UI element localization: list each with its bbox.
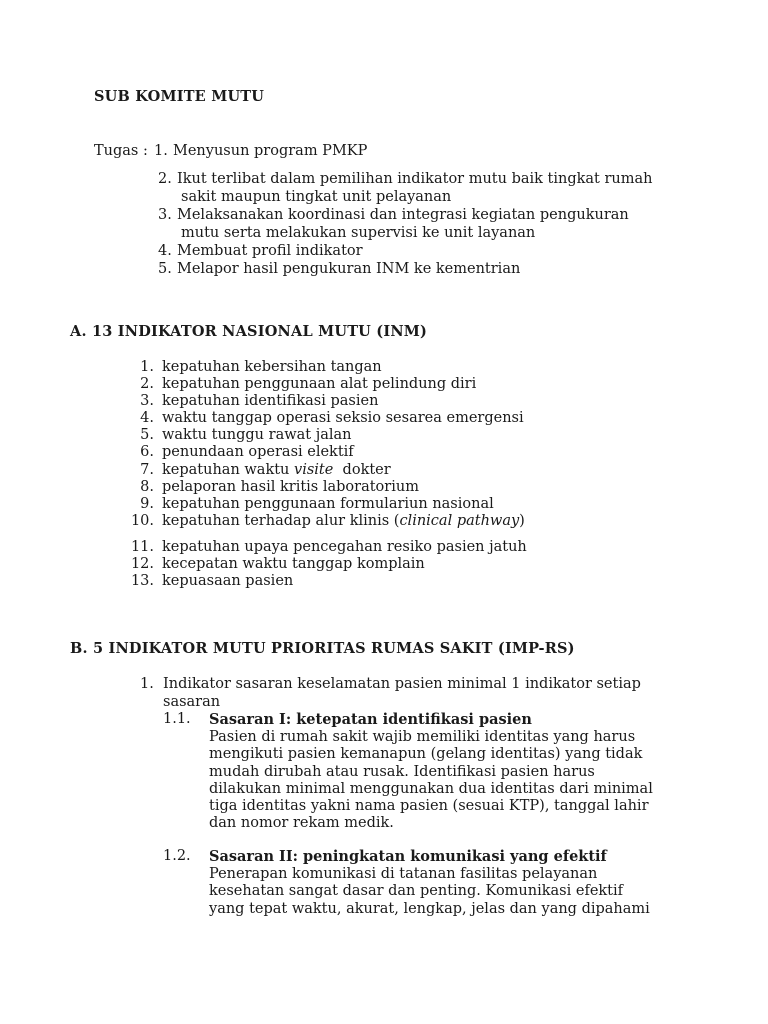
list-item-number: 12. [130,556,154,573]
list-item-text-part: ) [519,512,525,529]
section-b-heading: B. 5 INDIKATOR MUTU PRIORITAS RUMAS SAKIT (IMP-RS) [70,640,575,657]
list-item [120,479,680,496]
inm-list [120,359,680,590]
list-item [120,359,680,376]
list-item-number: 6. [140,444,154,461]
sub-item-1-1-line: dan nomor rekam medik. [209,815,394,831]
list-item-number: 4. [140,410,154,427]
tugas-item-2-num: 2. [158,171,172,187]
sub-item-1-2-line: kesehatan sangat dasar dan penting. Komunikasi efektif [209,883,624,899]
sub-item-1-1-line: dilakukan minimal menggunakan dua identitas dari minimal [209,781,653,797]
tugas-item-3-text-cont: mutu serta melakukan supervisi ke unit layanan [181,225,536,241]
imp-item-1-num: 1. [140,676,154,692]
list-item [120,444,680,461]
sub-item-1-1-line: Pasien di rumah sakit wajib memiliki identitas yang harus [209,729,636,745]
list-item-number: 9. [140,495,154,512]
list-item-italic-term: clinical pathway [399,512,520,529]
sub-item-1-1-line: mudah dirubah atau rusak. Identifikasi pasien harus [209,764,595,780]
tugas-item-4-num: 4. [158,243,172,259]
list-item-number: 5. [140,427,154,444]
section-a-heading: A. 13 INDIKATOR NASIONAL MUTU (INM) [70,323,428,340]
list-item [120,462,680,479]
sub-item-1-1-line: tiga identitas yakni nama pasien (sesuai KTP), tanggal lahir [209,798,649,814]
list-item-text: kepatuhan upaya pencegahan resiko pasien jatuh [162,538,527,555]
tugas-item-5-num: 5. [158,261,172,277]
list-item-text: kepuasaan pasien [162,573,294,590]
list-item-number: 3. [140,393,154,410]
tugas-item-2-text-cont: sakit maupun tingkat unit pelayanan [181,189,452,205]
list-item-text: kepatuhan identifikasi pasien [162,393,379,410]
list-item-number: 2. [140,376,154,393]
list-item-number: 11. [130,538,154,555]
list-item-number: 7. [140,461,154,478]
sub-item-1-1-title: Sasaran I: ketepatan identifikasi pasien [209,711,532,728]
list-item-number: 13. [130,573,154,590]
sub-item-1-2-line: yang tepat waktu, akurat, lengkap, jelas dan yang dipahami [209,901,650,917]
page-title: SUB KOMITE MUTU [94,88,265,105]
tugas-item-1-num: 1. [154,143,168,159]
list-item [120,556,680,573]
tugas-label: Tugas : [94,143,148,159]
sub-item-1-1-num: 1.1. [163,711,191,727]
sub-item-1-2-num: 1.2. [163,848,191,864]
list-item [120,410,680,427]
list-item-text: waktu tanggap operasi seksio sesarea emergensi [162,410,524,427]
list-item-text: waktu tunggu rawat jalan [162,427,352,444]
sub-item-1-2-title: Sasaran II: peningkatan komunikasi yang efektif [209,848,607,865]
list-item [120,496,680,513]
list-item-text: kepatuhan penggunaan alat pelindung diri [162,376,477,393]
list-item [120,427,680,444]
list-item-text: pelaporan hasil kritis laboratorium [162,478,419,495]
list-item-italic-term: visite [294,461,334,478]
imp-item-1-text: Indikator sasaran keselamatan pasien minimal 1 indikator setiap [163,676,641,692]
list-item-text [162,462,391,480]
list-item [120,376,680,393]
list-item-number: 10. [130,512,154,529]
tugas-item-2-text: Ikut terlibat dalam pemilihan indikator mutu baik tingkat rumah [177,171,653,187]
sub-item-1-2-line: Penerapan komunikasi di tatanan fasilitas pelayanan [209,866,598,882]
list-item-text: kepatuhan kebersihan tangan [162,359,382,375]
list-item [120,539,680,556]
list-item-text: kecepatan waktu tanggap komplain [162,556,425,573]
tugas-item-3-text: Melaksanakan koordinasi dan integrasi kegiatan pengukuran [177,207,629,223]
list-item [120,573,680,590]
list-item-text-part: dokter [333,461,391,478]
list-item-text [162,513,525,531]
tugas-item-4-text: Membuat profil indikator [177,243,363,259]
imp-item-1-text-cont: sasaran [163,694,221,710]
list-item-text-part: kepatuhan terhadap alur klinis ( [162,512,400,529]
list-item [120,513,680,530]
list-item-number: 1. [140,359,154,375]
tugas-item-3-num: 3. [158,207,172,223]
list-item-text-part: kepatuhan waktu [162,461,295,478]
list-item-text: kepatuhan penggunaan formulariun nasional [162,495,494,512]
tugas-item-5-text: Melapor hasil pengukuran INM ke kementrian [177,261,521,277]
tugas-item-1-text: Menyusun program PMKP [173,143,368,159]
sub-item-1-1-line: mengikuti pasien kemanapun (gelang identitas) yang tidak [209,746,643,762]
list-item-text: penundaan operasi elektif [162,444,354,461]
list-item-number: 8. [140,478,154,495]
list-item [120,393,680,410]
